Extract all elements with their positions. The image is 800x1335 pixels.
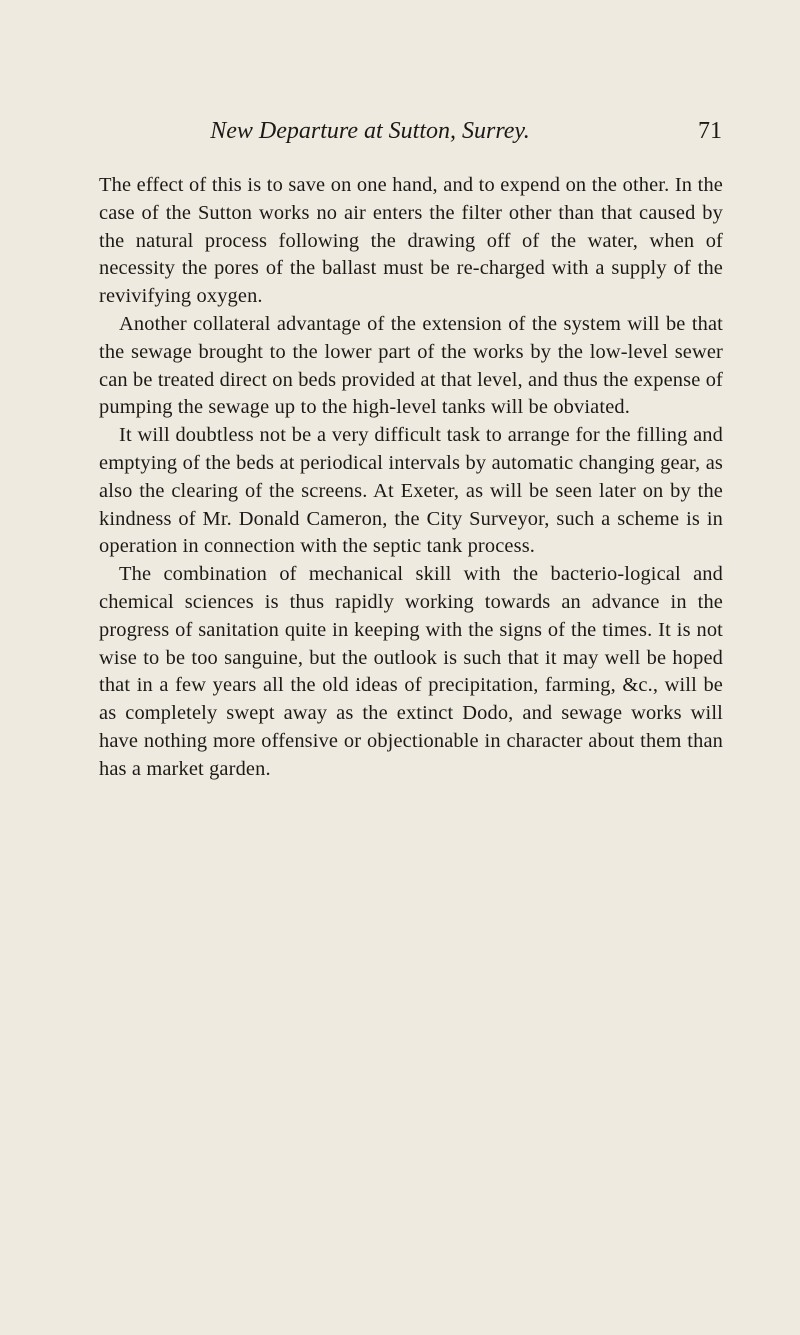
paragraph: Another collateral advantage of the extension of the system will be that the sewage brought to the lower part of the works by the low-level sewer can be treated direct on beds provided at that level, and thus the expense of pumping the sewage up to the high-level tanks will be obviated. — [99, 312, 723, 419]
paragraph: The combination of mechanical skill with the bacterio-logical and chemical sciences is thus rapidly working towards an advance in the progress of sanitation quite in keeping with the signs of the times. It is not wise to be too sanguine, but the outlook is such that it may well be hoped that in a few years all the old ideas of precipitation, farming, &c., will be as completely swept away as the extinct Dodo, and sewage works will have nothing more offensive or objectionable in character about them than has a market garden. — [99, 563, 723, 780]
paragraph: It will doubtless not be a very difficult task to arrange for the filling and emptying of the beds at periodical intervals by automatic changing gear, as also the clearing of the screens. At Exeter, as will be seen later on by the kindness of Mr. Donald Cameron, the City Surveyor, such a scheme is in operation in connection with the septic tank process. — [99, 424, 723, 558]
running-head — [100, 118, 722, 152]
page-number: 71 — [698, 118, 722, 144]
running-title: New Departure at Sutton, Surrey. — [210, 118, 530, 144]
paragraph: The effect of this is to save on one hand, and to expend on the other. In the case of the Sutton works no air enters the filter other than that caused by the natural process following the drawing off of the water, when of necessity the pores of the ballast must be re-charged with a supply of the revivifying oxygen. — [99, 174, 723, 308]
body-text — [99, 172, 723, 784]
